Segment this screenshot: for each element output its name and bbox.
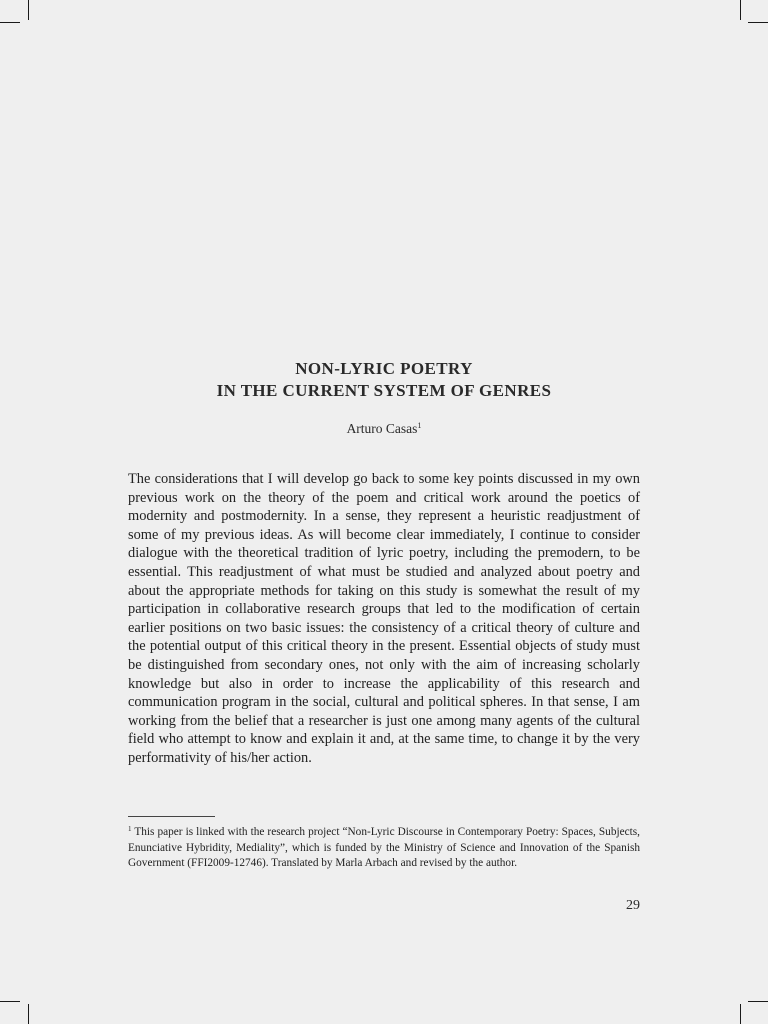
paper-title	[0, 358, 768, 402]
page-number: 29	[626, 898, 640, 913]
body-paragraph: The considerations that I will develop go back to some key points discussed in my own previous work on the theory of the poem and critical work around the poetics of modernity and postmodernity. In a sense, they represent a heuristic readjustment of some of my previous ideas. As will become clear immediately, I continue to consider dialogue with the theoretical tradition of lyric poetry, including the premodern, to be essential. This readjustment of what must be studied and analyzed about poetry and about the appropriate methods for taking on this study is somewhat the result of my participation in collaborative research groups that led to the modification of certain earlier positions on two basic issues: the consistency of a critical theory of culture and the potential output of this critical theory in the present. Essential objects of study must be distinguished from secondary ones, not only with the aim of increasing scholarly knowledge but also in order to increase the applicability of this research and communication program in the social, cultural and political spheres. In that sense, I am working from the belief that a researcher is just one among many agents of the cultural field who attempt to know and explain it and, at the same time, to change it by the very performativity of his/her action.	[128, 471, 640, 766]
author-footnote-mark: 1	[417, 421, 422, 430]
crop-mark-top-right-v	[740, 0, 741, 20]
crop-mark-top-left-h	[0, 22, 20, 23]
footnote	[128, 822, 640, 872]
crop-mark-bottom-left-h	[0, 1001, 20, 1002]
crop-mark-bottom-left-v	[28, 1004, 29, 1024]
footnote-mark: 1	[128, 825, 132, 833]
author-name: Arturo Casas	[346, 421, 418, 436]
title-line-2: IN THE CURRENT SYSTEM OF GENRES	[216, 381, 552, 400]
crop-mark-bottom-right-v	[740, 1004, 741, 1024]
footnote-rule	[128, 816, 215, 817]
footnote-text: This paper is linked with the research project “Non-Lyric Discourse in Contemporary Poetry: Spaces, Subjects, Enunciative Hybridity, Mediality”, which is funded by the Ministry of Science and Innovation of the Spanish Government (FFI2009-12746). Translated by Marla Arbach and revised by the author.	[128, 826, 640, 869]
author	[0, 421, 768, 437]
crop-mark-bottom-right-h	[748, 1001, 768, 1002]
crop-mark-top-left-v	[28, 0, 29, 20]
crop-mark-top-right-h	[748, 22, 768, 23]
title-line-1: NON-LYRIC POETRY	[295, 359, 473, 378]
